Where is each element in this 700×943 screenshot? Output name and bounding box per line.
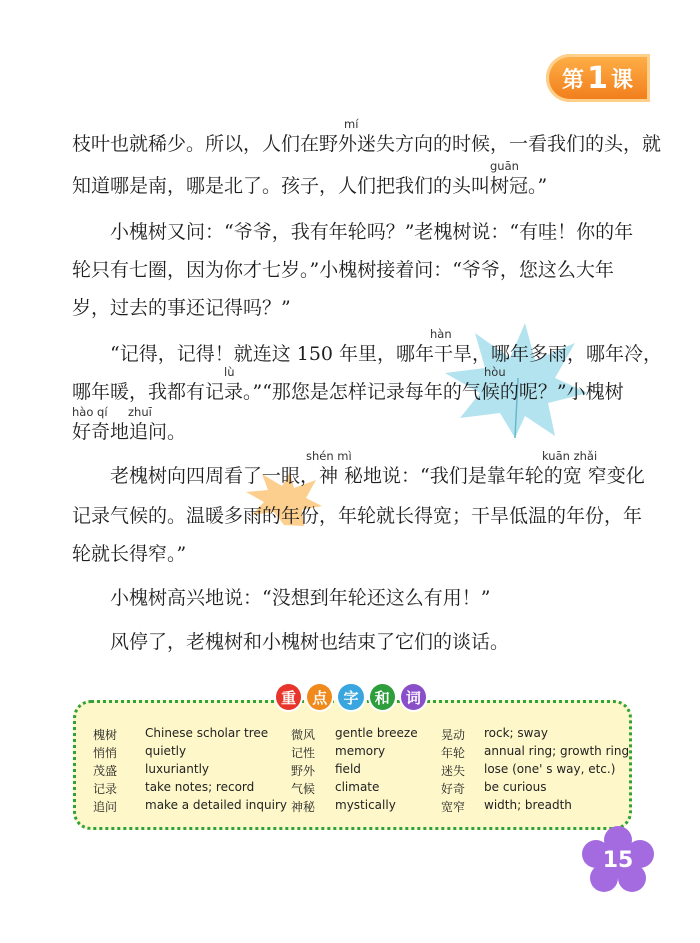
vocab-word: 宽窄: [441, 800, 466, 814]
vocab-meaning: mystically: [335, 798, 396, 812]
text-line: 轮就长得窄。”: [72, 543, 187, 565]
lesson-number: 1: [587, 60, 609, 96]
vocab-title-char: 点: [307, 684, 332, 710]
vocab-word: 晃动: [441, 728, 466, 742]
page-number: 15: [602, 847, 634, 873]
vocab-title-char: 字: [338, 684, 363, 710]
vocab-meaning: be curious: [484, 780, 547, 794]
pinyin-annotation: shén mì: [306, 449, 352, 463]
text-line: 岁，过去的事还记得吗？”: [72, 297, 291, 319]
text-line: 枝叶也就稀少。所以，人们在野外迷失方向的时候，一看我们的头，就: [72, 133, 662, 155]
vocab-meaning: luxuriantly: [145, 762, 210, 776]
vocab-title-char: 重: [276, 684, 301, 710]
lesson-prefix: 第: [562, 67, 586, 93]
pinyin-annotation: mí: [344, 117, 359, 131]
text-line: 老槐树向四周看了一眼，神 秘地说：“我们是靠年轮的宽 窄变化: [110, 465, 645, 487]
vocabulary-title: [276, 684, 426, 714]
text-line: 记录气候的。温暖多雨的年份，年轮就长得宽；干旱低温的年份，年: [72, 505, 643, 527]
vocab-meaning: Chinese scholar tree: [145, 726, 269, 740]
vocab-word: 微风: [291, 728, 316, 742]
vocab-meaning: rock; sway: [484, 726, 548, 740]
pinyin-annotation: hàn: [430, 327, 452, 341]
vocab-meaning: quietly: [145, 744, 187, 758]
text-line: 哪年暖，我都有记录。”“那您是怎样记录每年的气候的呢？”小槐树: [72, 381, 624, 403]
vocab-word: 悄悄: [93, 746, 118, 760]
vocab-word: 槐树: [93, 728, 118, 742]
vocab-word: 野外: [291, 764, 316, 778]
vocab-meaning: annual ring; growth ring: [484, 744, 630, 758]
pinyin-annotation: lù: [224, 365, 235, 379]
text-line: 轮只有七圈，因为你才七岁。”小槐树接着问：“爷爷，您这么大年: [72, 259, 614, 281]
vocab-title-char: 词: [401, 684, 426, 710]
text-line: 好奇地追问。: [72, 421, 187, 443]
pinyin-annotation: kuān zhǎi: [542, 449, 598, 463]
pinyin-annotation: hào qí: [72, 405, 108, 419]
lesson-tab: [546, 54, 650, 102]
vocab-word: 追问: [93, 800, 118, 814]
vocab-meaning: gentle breeze: [335, 726, 418, 740]
vocab-word: 记录: [93, 782, 118, 796]
text-line: 小槐树又问：“爷爷，我有年轮吗？”老槐树说：“有哇！你的年: [110, 221, 634, 243]
pinyin-annotation: guān: [490, 159, 519, 173]
vocab-word: 茂盛: [93, 764, 118, 778]
vocab-meaning: memory: [335, 744, 386, 758]
vocab-meaning: take notes; record: [145, 780, 255, 794]
vocab-word: 记性: [291, 746, 316, 760]
lesson-suffix: 课: [610, 67, 634, 93]
vocab-meaning: field: [335, 762, 361, 776]
vocab-word: 年轮: [441, 746, 466, 760]
vocab-title-char: 和: [370, 684, 395, 710]
vocab-meaning: lose (one' s way, etc.): [484, 762, 616, 776]
vocab-word: 迷失: [441, 764, 466, 778]
text-line: 小槐树高兴地说：“没想到年轮还这么有用！”: [110, 587, 491, 609]
pinyin-annotation: zhuī: [128, 405, 152, 419]
pinyin-annotation: hòu: [484, 365, 506, 379]
vocab-word: 神秘: [291, 800, 316, 814]
text-line: 风停了，老槐树和小槐树也结束了它们的谈话。: [110, 631, 510, 653]
text-line: 知道哪是南，哪是北了。孩子，人们把我们的头叫树冠。”: [72, 175, 548, 197]
vocab-meaning: climate: [335, 780, 380, 794]
vocab-word: 好奇: [441, 782, 466, 796]
vocab-meaning: width; breadth: [484, 798, 572, 812]
vocab-meaning: make a detailed inquiry: [145, 798, 288, 812]
text-line: “记得，记得！就连这 150 年里，哪年干旱，哪年多雨，哪年冷，: [110, 343, 663, 365]
vocab-word: 气候: [291, 782, 316, 796]
